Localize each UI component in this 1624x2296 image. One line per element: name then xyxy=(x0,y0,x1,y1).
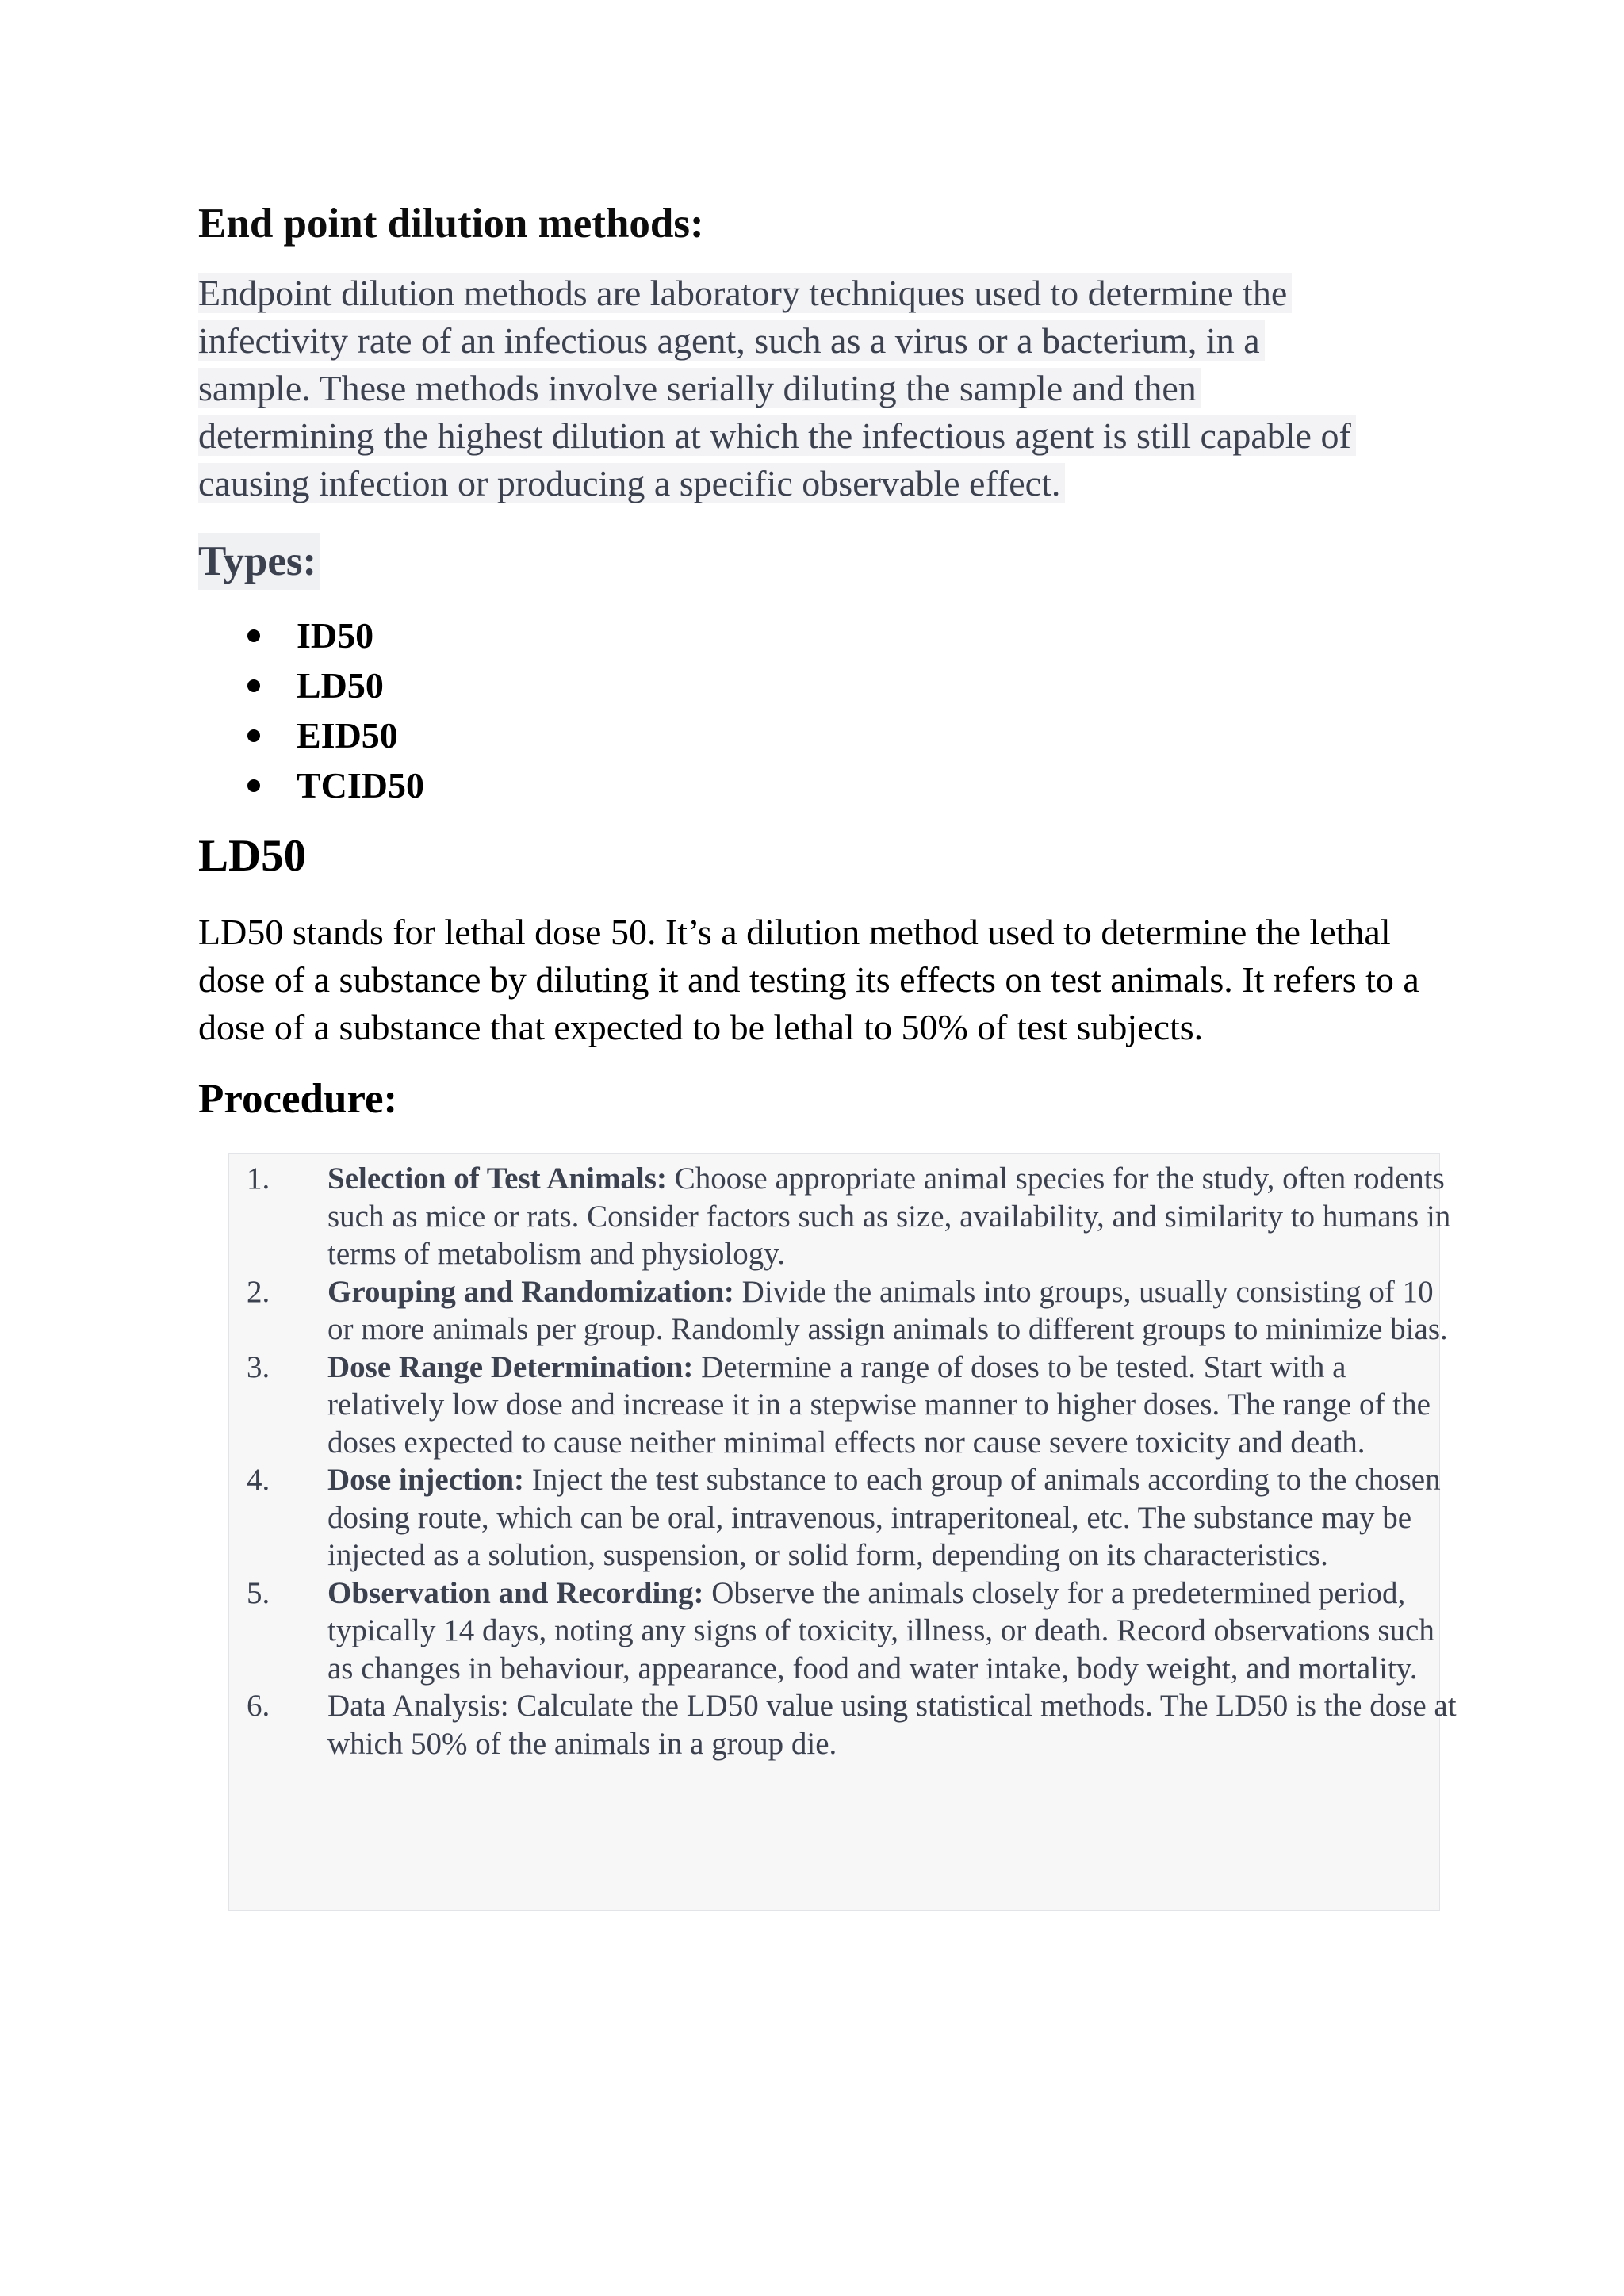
intro-paragraph xyxy=(198,270,1435,507)
procedure-heading: Procedure: xyxy=(198,1076,398,1122)
bullet-icon xyxy=(247,779,260,792)
types-list xyxy=(198,610,424,810)
step-title: Grouping and Randomization: xyxy=(327,1274,734,1309)
types-heading: Types: xyxy=(198,533,320,590)
procedure-box xyxy=(228,1153,1457,1911)
type-label: TCID50 xyxy=(297,765,425,806)
step-text: Data Analysis: Calculate the LD50 value using statistical methods. The LD50 is the dose at which 50% of the animals in a group die. xyxy=(327,1689,1457,1761)
bullet-icon xyxy=(247,629,260,642)
intro-line: sample. These methods involve serially diluting the sample and then xyxy=(198,368,1201,408)
step-title: Observation and Recording: xyxy=(327,1575,704,1610)
bullet-icon xyxy=(247,729,260,742)
list-item xyxy=(198,760,424,810)
step-text: Observe the animals closely for a predetermined period, typically 14 days, noting any signs of toxicity, illness, or death. Record observations such as changes in behaviour, appearance, food and water intake, body weight, and mortality. xyxy=(327,1575,1434,1686)
type-label: ID50 xyxy=(297,615,374,656)
procedure-step xyxy=(229,1349,1466,1462)
step-text: Choose appropriate animal species for the study, often rodents such as mice or rats. Consider factors such as size, availability, and similarity to humans in terms of metabolism and physiology. xyxy=(327,1161,1451,1271)
intro-line: causing infection or producing a specific observable effect. xyxy=(198,463,1065,503)
step-number: 2. xyxy=(247,1274,270,1309)
step-number: 6. xyxy=(247,1689,270,1723)
procedure-step xyxy=(229,1461,1466,1575)
procedure-steps xyxy=(229,1160,1466,1762)
step-text: Inject the test substance to each group of animals according to the chosen dosing route, which can be oral, intravenous, intraperitoneal, etc. The substance may be injected as a solution, suspension, or solid form, depending on its characteristics. xyxy=(327,1463,1441,1572)
intro-line: determining the highest dilution at which the infectious agent is still capable of xyxy=(198,415,1356,456)
ld50-heading: LD50 xyxy=(198,831,307,881)
procedure-step xyxy=(229,1273,1466,1349)
procedure-step xyxy=(229,1575,1466,1688)
list-item xyxy=(198,660,424,710)
list-item xyxy=(198,710,424,760)
ld50-description: LD50 stands for lethal dose 50. It’s a dilution method used to determine the lethal dose of a substance by diluting it and testing its effects on test animals. It refers to a dose of a substance that expected to be lethal to 50% of test subjects. xyxy=(198,912,1419,1047)
step-number: 4. xyxy=(247,1463,270,1497)
step-number: 3. xyxy=(247,1349,270,1384)
procedure-step xyxy=(229,1160,1466,1273)
intro-line: infectivity rate of an infectious agent, such as a virus or a bacterium, in a xyxy=(198,320,1265,361)
page-title: End point dilution methods: xyxy=(198,201,704,247)
type-label: EID50 xyxy=(297,715,398,756)
type-label: LD50 xyxy=(297,665,384,706)
step-text: Determine a range of doses to be tested. Start with a relatively low dose and increase it in a stepwise manner to higher doses. The range of the doses expected to cause neither minimal effects nor cause severe toxicity and death. xyxy=(327,1349,1431,1460)
intro-line: Endpoint dilution methods are laboratory techniques used to determine the xyxy=(198,273,1292,313)
procedure-step xyxy=(229,1687,1466,1762)
bullet-icon xyxy=(247,679,260,692)
list-item xyxy=(198,610,424,660)
step-number: 5. xyxy=(247,1575,270,1610)
step-title: Selection of Test Animals: xyxy=(327,1161,667,1196)
step-number: 1. xyxy=(247,1161,270,1196)
step-text: Divide the animals into groups, usually consisting of 10 or more animals per group. Randomly assign animals to different groups to minimize bias. xyxy=(327,1274,1448,1346)
step-title: Dose injection: xyxy=(327,1463,525,1497)
step-title: Dose Range Determination: xyxy=(327,1349,694,1384)
